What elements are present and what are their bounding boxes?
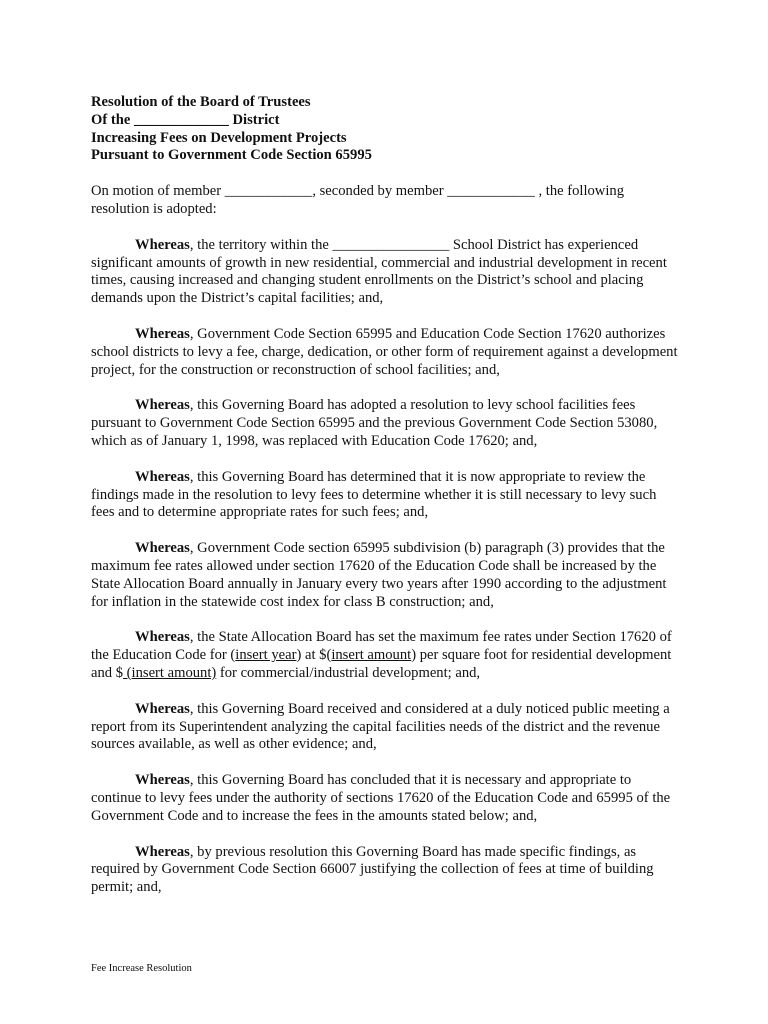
motion-paragraph: On motion of member ____________, seconded by member ____________ , the following resolution is adopted: xyxy=(91,183,624,217)
whereas-label: Whereas xyxy=(135,468,190,485)
sab-text-part-3: ) per square foot for residential development and $ xyxy=(91,647,672,681)
whereas-paragraph-8 xyxy=(91,772,679,825)
resolution-title xyxy=(91,94,679,165)
document-body xyxy=(91,94,679,915)
whereas-paragraph-3 xyxy=(91,397,679,450)
whereas-label: Whereas xyxy=(135,397,190,414)
whereas-paragraph-1 xyxy=(91,237,679,308)
insert-amount-placeholder-residential: insert amount xyxy=(331,647,412,664)
whereas-paragraph-2 xyxy=(91,326,679,379)
whereas-text-4: , this Governing Board has determined that it is now appropriate to review the findings made in the resolution to levy fees to determine whether it is still necessary to levy such fees and to determine appropriate rates for such fees; and, xyxy=(91,468,657,521)
sab-text-part-2: ) at $( xyxy=(296,647,332,664)
whereas-text-3: , this Governing Board has adopted a resolution to levy school facilities fees pursuant to Government Code Section 65995 and the previous Government Code Section 53080, which as of January 1, 1998, was replaced with Education Code 17620; and, xyxy=(91,397,658,449)
title-line-2: Of the _____________ District xyxy=(91,111,280,128)
whereas-label: Whereas xyxy=(135,772,190,789)
whereas-paragraph-4 xyxy=(91,469,679,522)
whereas-label: Whereas xyxy=(135,540,190,557)
whereas-label: Whereas xyxy=(135,843,190,860)
whereas-paragraph-6 xyxy=(91,629,679,682)
insert-amount-placeholder-commercial: (insert amount) xyxy=(123,664,217,681)
whereas-text-1: , the territory within the ________________ School District has experienced significant amounts of growth in new residential, commercial and industrial development in recent times, causing increased and changing student enrollments on the District’s school and placing demands upon the District’s capital facilities; and, xyxy=(91,236,667,307)
whereas-paragraph-5 xyxy=(91,540,679,611)
whereas-text-7: , this Governing Board received and considered at a duly noticed public meeting a report from its Superintendent analyzing the capital facilities needs of the district and the revenue sources available, as well as other evidence; and, xyxy=(91,700,670,753)
whereas-label: Whereas xyxy=(135,236,190,253)
whereas-paragraph-9 xyxy=(91,844,679,897)
whereas-label: Whereas xyxy=(135,629,190,646)
whereas-text-8: , this Governing Board has concluded that it is necessary and appropriate to continue to levy fees under the authority of sections 17620 of the Education Code and 65995 of the Government Code and to increase the fees in the amounts stated below; and, xyxy=(91,772,671,824)
whereas-label: Whereas xyxy=(135,700,190,717)
title-line-4: Pursuant to Government Code Section 65995 xyxy=(91,147,372,164)
whereas-text-2: , Government Code Section 65995 and Education Code Section 17620 authorizes school districts to levy a fee, charge, dedication, or other form of requirement against a development project, for the construction or reconstruction of school facilities; and, xyxy=(91,325,678,378)
whereas-label: Whereas xyxy=(135,325,190,342)
title-line-3: Increasing Fees on Development Projects xyxy=(91,129,347,146)
whereas-paragraph-7 xyxy=(91,701,679,754)
sab-text-part-4: for commercial/industrial development; and, xyxy=(216,664,481,681)
insert-year-placeholder: insert year xyxy=(235,647,297,664)
whereas-text-5: , Government Code section 65995 subdivision (b) paragraph (3) provides that the maximum fee rates allowed under section 17620 of the Education Code shall be increased by the State Allocation Board annually in January every two years after 1990 according to the adjustment for inflation in the statewide cost index for class B construction; and, xyxy=(91,540,667,610)
title-line-1: Resolution of the Board of Trustees xyxy=(91,94,311,110)
whereas-text-9: , by previous resolution this Governing Board has made specific findings, as required by Government Code Section 66007 justifying the collection of fees at time of building permit; and, xyxy=(91,843,654,896)
page-footer: Fee Increase Resolution xyxy=(91,963,192,974)
sab-text-part-1: , the State Allocation Board has set the maximum fee rates under Section 17620 of the Education Code for ( xyxy=(91,629,672,664)
